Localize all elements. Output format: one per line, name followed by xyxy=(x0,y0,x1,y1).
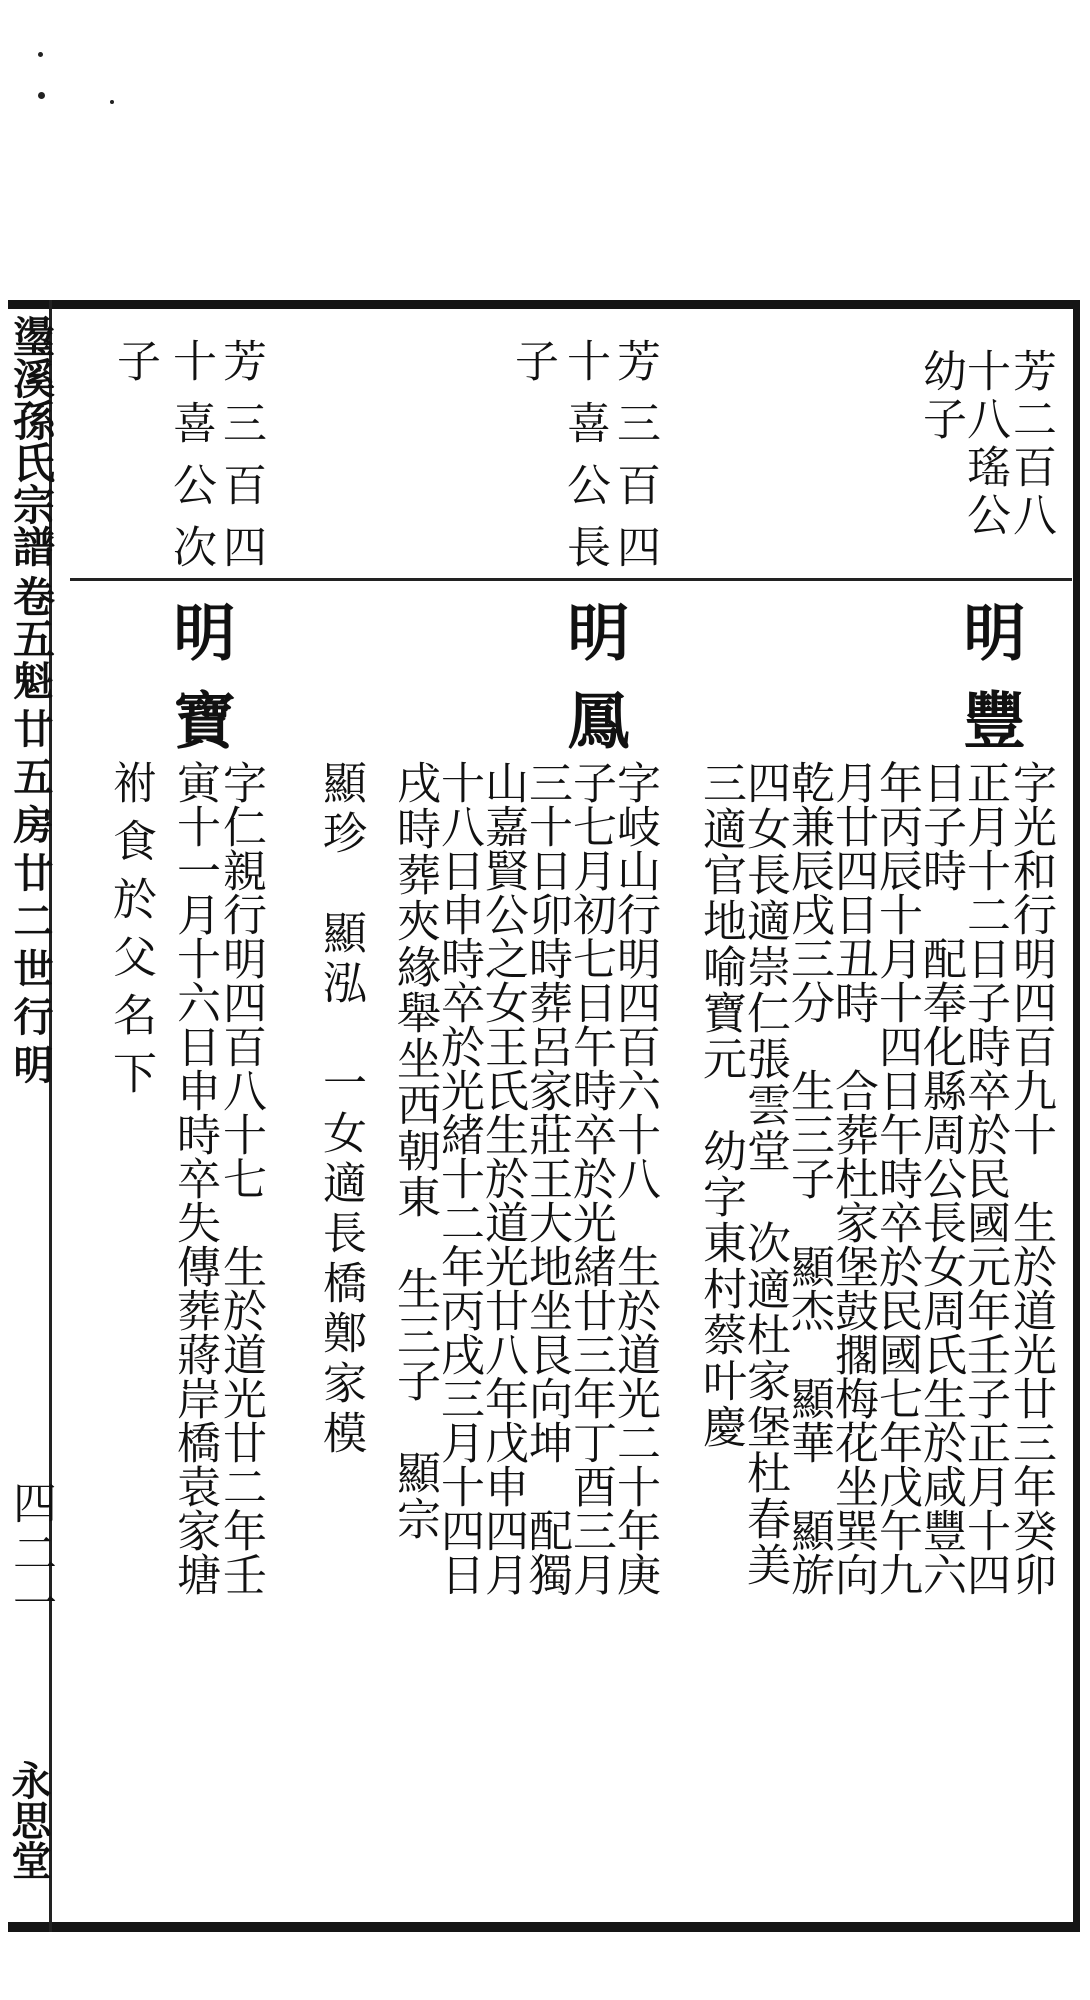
spine-title: 璗溪孫氏宗譜 xyxy=(7,315,56,567)
entry-body-line: 戌時葬夾緣舉坐西朝東 生三子 顯宗 xyxy=(389,760,440,1542)
entry-name: 明寶 xyxy=(163,600,236,776)
entry-body-line: 字光和行明四百九十 生於道光廿三年癸卯 xyxy=(1005,760,1056,1596)
entry-header-line: 芳三百四 xyxy=(215,338,266,586)
entry-body-line: 十八日申時卒於光緒十二年丙戌三月十四日 xyxy=(433,760,484,1596)
entry-body-line: 寅十一月十六日申時卒失傳葬蔣岸橋袁家塘 xyxy=(169,760,220,1596)
entry-name: 明豐 xyxy=(953,600,1026,776)
entry-header-line: 子 xyxy=(507,338,558,386)
entry-header-line: 芳三百四 xyxy=(609,338,660,586)
entry-body-line: 三適官地喻寶元 幼字東村蔡叶慶 xyxy=(695,760,746,1450)
entry-body-line: 乾兼辰戌三分 生三子 顯杰 顯華 顯旂 xyxy=(783,760,834,1596)
ink-speck xyxy=(110,100,114,104)
ink-speck xyxy=(38,92,45,99)
ink-speck xyxy=(38,52,43,57)
entry-body-line: 字岐山行明四百六十八 生於道光二十年庚 xyxy=(609,760,660,1596)
entry-body-line: 字仁親行明四百八十七 生於道光廿二年壬 xyxy=(215,760,266,1596)
entry-body-line: 顯珍 顯泓 一女適長橋鄭家模 xyxy=(315,760,366,1460)
entry-body-line: 年丙辰十月十四日午時卒於民國七年戊午九 xyxy=(871,760,922,1596)
entry-name: 明鳳 xyxy=(557,600,630,776)
spine-branch: 魁廿五房廿二世行明 xyxy=(7,660,54,1092)
entry-body-line: 正月十二日子時卒於民國元年壬子正月十四 xyxy=(959,760,1010,1596)
spine-page-number: 四二一 xyxy=(5,1480,56,1630)
entry-body-line: 三十日卯時葬呂家莊王大地坐艮向坤 配獨 xyxy=(521,760,572,1596)
entry-header-line: 芳二百八 xyxy=(1005,348,1056,540)
spine-hall: 永思堂 xyxy=(5,1760,52,1880)
entry-body-line: 四女長適崇仁張雲堂 次適杜家堡杜春美 xyxy=(739,760,790,1588)
entry-body-line: 山嘉賢公之女王氏生於道光廿八年戊申四月 xyxy=(477,760,528,1596)
entry-header-line: 幼子 xyxy=(915,348,966,444)
entry-body-line: 月廿四日丑時 合葬杜家堡鼓擱梅花坐巽向 xyxy=(827,760,878,1596)
entry-body-line: 祔食於父名下 xyxy=(105,760,156,1108)
entry-header-line: 子 xyxy=(109,338,160,386)
entry-body-line: 子七月初七日午時卒於光緒廿三年丁酉三月 xyxy=(565,760,616,1596)
entry-header-line: 十喜公長 xyxy=(559,338,610,586)
entry-body-line: 日子時 配奉化縣周公長女周氏生於咸豐六 xyxy=(915,760,966,1596)
spine-volume: 卷五 xyxy=(7,575,56,659)
entry-header-line: 十喜公次 xyxy=(165,338,216,586)
entry-header-line: 十八瑤公 xyxy=(959,348,1010,540)
